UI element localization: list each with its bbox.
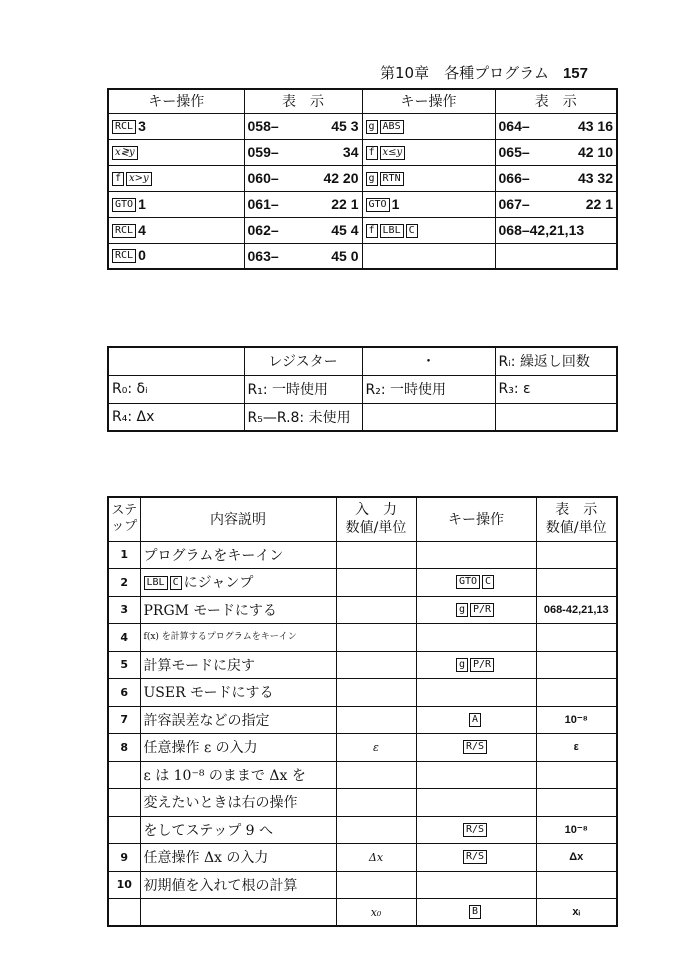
left-key-cell xyxy=(108,165,244,191)
step-description xyxy=(140,899,336,927)
right-row0-key-0: g xyxy=(366,120,378,134)
input-value xyxy=(336,871,416,899)
reg-r2: R₂: 一時使用 xyxy=(362,375,495,403)
left-row1-key-0: x≷y xyxy=(112,146,138,160)
page-number: 157 xyxy=(562,65,588,82)
step-row1-key-0: GTO xyxy=(456,575,480,589)
step-row xyxy=(108,569,617,597)
key-suffix: 0 xyxy=(138,247,146,264)
left-row5-key-0: RCL xyxy=(112,249,136,263)
listing-row xyxy=(108,191,617,217)
display-address: 065– xyxy=(498,144,530,160)
step-number: 5 xyxy=(108,651,140,679)
left-key-cell xyxy=(108,139,244,165)
step-row2-key-0: g xyxy=(456,603,468,617)
key-operation xyxy=(416,651,536,679)
input-value xyxy=(336,706,416,734)
reg-r4: R₄: Δx xyxy=(108,403,244,431)
display-code: 45 4 xyxy=(331,222,359,238)
step-description xyxy=(140,679,336,707)
listing-row xyxy=(108,139,617,165)
step-number: 1 xyxy=(108,541,140,569)
step-row4-key-0: g xyxy=(456,658,468,672)
step-row10-key-0: R/S xyxy=(463,823,487,837)
description-text: PRGM モードにする xyxy=(143,602,277,619)
input-value xyxy=(336,596,416,624)
left-row4-key-0: RCL xyxy=(112,224,136,238)
left-row0-key-0: RCL xyxy=(112,120,136,134)
key-operation xyxy=(416,624,536,652)
description-text: 任意操作 ε の入力 xyxy=(143,740,258,757)
listing-row xyxy=(108,165,617,191)
key-operation xyxy=(416,679,536,707)
right-key-cell xyxy=(362,113,495,139)
reg-r1: R₁: 一時使用 xyxy=(244,375,362,403)
output-header-l2: 数値/単位 xyxy=(545,520,607,537)
key-operation xyxy=(416,816,536,844)
key-operation xyxy=(416,844,536,872)
display-code: 45 3 xyxy=(331,118,359,134)
reg-i-cell: Rᵢ: 繰返し回数 xyxy=(495,347,617,375)
desc-row1-key-1: C xyxy=(170,576,182,590)
step-number: 7 xyxy=(108,706,140,734)
chapter-title: 第10章 各種プログラム xyxy=(380,64,549,82)
left-row3-key-0: GTO xyxy=(112,198,136,212)
right-row2-key-0: g xyxy=(366,172,378,186)
input-header xyxy=(336,497,416,541)
right-row4-key-1: LBL xyxy=(380,224,404,238)
left-key-cell xyxy=(108,217,244,243)
output-header-l1: 表 示 xyxy=(555,502,598,519)
input-value: x₀ xyxy=(336,899,416,927)
step-row13-key-0: B xyxy=(469,905,481,919)
step-row1-key-1: C xyxy=(482,575,494,589)
output-value xyxy=(536,651,617,679)
right-row4-key-0: f xyxy=(366,224,378,238)
step-header: ステップ xyxy=(108,497,140,541)
display-address: 062– xyxy=(247,222,279,238)
output-value xyxy=(536,679,617,707)
output-value: 10⁻⁸ xyxy=(536,816,617,844)
step-description xyxy=(140,569,336,597)
right-key-cell xyxy=(362,191,495,217)
step-description xyxy=(140,789,336,817)
step-description xyxy=(140,761,336,789)
right-row0-key-1: ABS xyxy=(380,120,404,134)
display-address: 064– xyxy=(498,118,530,134)
display-header-2: 表 示 xyxy=(495,89,617,113)
step-row xyxy=(108,624,617,652)
right-key-cell xyxy=(362,165,495,191)
step-number: 9 xyxy=(108,844,140,872)
register-table xyxy=(107,346,618,432)
left-display-cell xyxy=(244,113,362,139)
right-key-cell xyxy=(362,217,495,243)
step-row2-key-1: P/R xyxy=(470,603,494,617)
key-operation xyxy=(416,596,536,624)
description-text: をしてステップ 9 へ xyxy=(143,822,274,839)
description-text: にジャンプ xyxy=(183,575,254,592)
description-text: 初期値を入れて根の計算 xyxy=(143,877,298,894)
step-number: 6 xyxy=(108,679,140,707)
display-address: 063– xyxy=(247,247,279,264)
page-header xyxy=(380,62,630,83)
right-key-cell xyxy=(362,139,495,165)
display-code: 22 1 xyxy=(585,196,613,212)
step-number: 10 xyxy=(108,871,140,899)
display-address: 059– xyxy=(247,144,279,160)
step-row xyxy=(108,789,617,817)
step-number xyxy=(108,899,140,927)
key-suffix: 3 xyxy=(138,117,146,134)
description-text: ε は 10⁻⁸ のままで Δx を xyxy=(143,767,306,784)
step-number xyxy=(108,789,140,817)
input-value xyxy=(336,541,416,569)
display-code: 34 xyxy=(342,144,359,160)
input-header-l1: 入 力 xyxy=(355,502,397,519)
display-address: 060– xyxy=(247,170,279,186)
input-value xyxy=(336,651,416,679)
right-row1-key-1: x≤y xyxy=(380,146,406,160)
right-row4-key-2: C xyxy=(406,224,418,238)
reg-r3: R₃: ε xyxy=(495,375,617,403)
step-number xyxy=(108,816,140,844)
step-number: 4 xyxy=(108,624,140,652)
input-value: ε xyxy=(336,734,416,762)
left-display-cell xyxy=(244,191,362,217)
key-operation xyxy=(416,899,536,927)
output-value xyxy=(536,761,617,789)
key-operation xyxy=(416,706,536,734)
step-number: 8 xyxy=(108,734,140,762)
display-address: 066– xyxy=(498,170,530,186)
key-suffix: 4 xyxy=(138,221,146,238)
left-key-cell xyxy=(108,243,244,269)
step-description xyxy=(140,871,336,899)
description-text: f(x) を計算するプログラムをキーイン xyxy=(143,632,297,643)
step-number: 2 xyxy=(108,569,140,597)
left-key-cell xyxy=(108,191,244,217)
step-row xyxy=(108,541,617,569)
key-operation xyxy=(416,734,536,762)
step-row6-key-0: A xyxy=(469,713,481,727)
keyop-header: キー操作 xyxy=(416,497,536,541)
description-text: プログラムをキーイン xyxy=(143,547,284,564)
left-display-cell xyxy=(244,139,362,165)
output-value xyxy=(536,871,617,899)
description-header: 内容説明 xyxy=(140,497,336,541)
listing-row xyxy=(108,113,617,139)
key-operation xyxy=(416,569,536,597)
step-number xyxy=(108,761,140,789)
input-header-l2: 数値/単位 xyxy=(345,520,407,537)
display-address: 067– xyxy=(498,196,530,212)
key-suffix: 1 xyxy=(391,195,400,212)
step-row xyxy=(108,871,617,899)
display-header: 表 示 xyxy=(244,89,362,113)
step-description xyxy=(140,734,336,762)
output-value: 10⁻⁸ xyxy=(536,706,617,734)
output-value: xᵢ xyxy=(536,899,617,927)
step-row xyxy=(108,706,617,734)
key-op-header-2: キー操作 xyxy=(362,89,495,113)
step-description xyxy=(140,844,336,872)
step-row xyxy=(108,734,617,762)
left-key-cell xyxy=(108,113,244,139)
reg-empty-2 xyxy=(495,403,617,431)
step-description xyxy=(140,651,336,679)
input-value xyxy=(336,789,416,817)
description-text: 変えたいときは右の操作 xyxy=(143,795,298,812)
step-row xyxy=(108,679,617,707)
step-row xyxy=(108,761,617,789)
right-display-cell xyxy=(495,139,617,165)
right-display-cell xyxy=(495,165,617,191)
input-value xyxy=(336,816,416,844)
right-display-cell xyxy=(495,243,617,269)
reg-r5-r8: R₅—R.8: 未使用 xyxy=(244,403,362,431)
steps-table xyxy=(107,496,618,927)
reg-header-dot: ・ xyxy=(362,347,495,375)
step-row xyxy=(108,899,617,927)
left-display-cell xyxy=(244,217,362,243)
left-display-cell xyxy=(244,243,362,269)
registers-heading: レジスター xyxy=(244,347,362,375)
output-value: ε xyxy=(536,734,617,762)
key-operation xyxy=(416,871,536,899)
step-description xyxy=(140,706,336,734)
program-listing-table xyxy=(107,88,618,270)
output-value xyxy=(536,541,617,569)
output-value xyxy=(536,624,617,652)
step-description xyxy=(140,816,336,844)
listing-row xyxy=(108,243,617,269)
left-display-cell xyxy=(244,165,362,191)
input-value xyxy=(336,624,416,652)
right-row2-key-1: RTN xyxy=(380,172,404,186)
right-display-cell xyxy=(495,113,617,139)
right-key-cell xyxy=(362,243,495,269)
step-row xyxy=(108,651,617,679)
display-code: 22 1 xyxy=(331,196,359,212)
reg-empty-1 xyxy=(362,403,495,431)
display-code: 42 10 xyxy=(577,144,613,160)
key-operation xyxy=(416,761,536,789)
left-row2-key-0: f xyxy=(112,172,124,186)
reg-r0: R₀: δᵢ xyxy=(108,375,244,403)
step-row xyxy=(108,596,617,624)
right-display-cell xyxy=(495,217,617,243)
key-operation xyxy=(416,541,536,569)
description-text: 計算モードに戻す xyxy=(143,657,255,674)
listing-row xyxy=(108,217,617,243)
step-row7-key-0: R/S xyxy=(463,740,487,754)
right-row3-key-0: GTO xyxy=(366,198,390,212)
output-value xyxy=(536,789,617,817)
key-op-header: キー操作 xyxy=(108,89,244,113)
step-row xyxy=(108,816,617,844)
step-description xyxy=(140,541,336,569)
step-row11-key-0: R/S xyxy=(463,850,487,864)
display-address: 068–42,21,13 xyxy=(498,222,585,238)
output-value: 068-42,21,13 xyxy=(536,596,617,624)
right-display-cell xyxy=(495,191,617,217)
desc-row1-key-0: LBL xyxy=(144,576,168,590)
output-header xyxy=(536,497,617,541)
display-code: 43 16 xyxy=(577,118,613,134)
right-row1-key-0: f xyxy=(366,146,378,160)
left-row2-key-1: x>y xyxy=(126,172,152,186)
step-description xyxy=(140,596,336,624)
step-number: 3 xyxy=(108,596,140,624)
step-row4-key-1: P/R xyxy=(470,658,494,672)
display-code: 42 20 xyxy=(323,170,359,186)
input-value xyxy=(336,569,416,597)
description-text: 許容誤差などの指定 xyxy=(143,712,270,729)
output-value xyxy=(536,569,617,597)
display-code: 43 32 xyxy=(577,170,613,186)
input-value: Δx xyxy=(336,844,416,872)
description-text: USER モードにする xyxy=(143,685,274,702)
key-suffix: 1 xyxy=(138,195,146,212)
input-value xyxy=(336,761,416,789)
output-value: Δx xyxy=(536,844,617,872)
step-row xyxy=(108,844,617,872)
description-text: 任意操作 Δx の入力 xyxy=(143,850,269,867)
display-address: 058– xyxy=(247,118,279,134)
reg-header-blank xyxy=(108,347,244,375)
step-description xyxy=(140,624,336,652)
display-code: 45 0 xyxy=(331,247,359,264)
display-address: 061– xyxy=(247,196,279,212)
input-value xyxy=(336,679,416,707)
key-operation xyxy=(416,789,536,817)
